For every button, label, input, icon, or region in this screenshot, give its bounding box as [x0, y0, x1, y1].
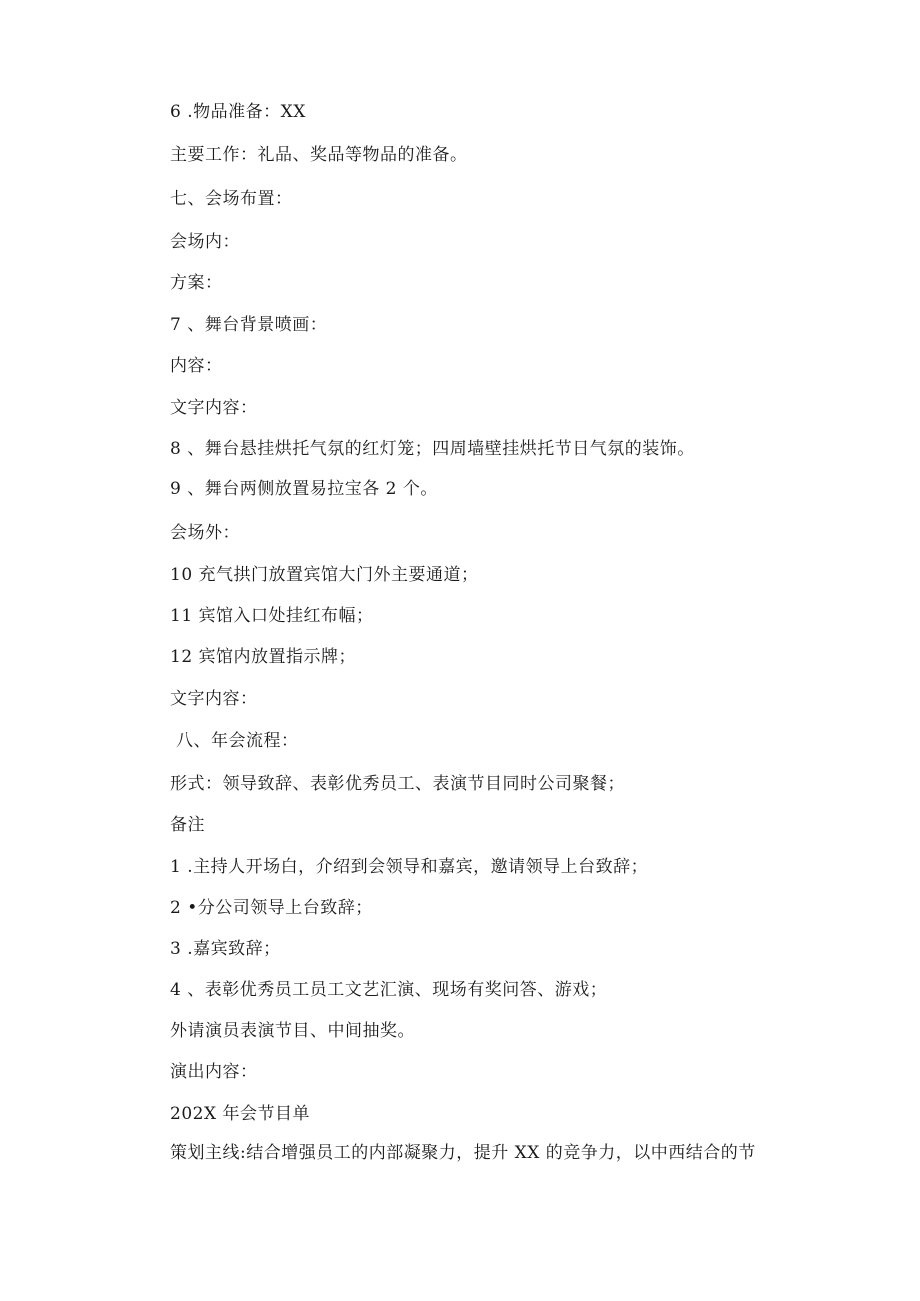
- text-line-text-content-2: 文字内容：: [170, 689, 258, 709]
- text-line-item-prep: 6 .物品准备：XX: [170, 102, 306, 122]
- text-line-venue-outside: 会场外：: [170, 523, 240, 543]
- text-line-remarks: 备注: [170, 815, 205, 835]
- text-line-content: 内容：: [170, 356, 223, 376]
- text-line-branch-leader-speech: 2 •分公司领导上台致辞；: [170, 898, 373, 918]
- text-line-external-performers: 外请演员表演节目、中间抽奖。: [170, 1021, 415, 1041]
- text-line-lanterns: 8 、舞台悬挂烘托气氛的红灯笼；四周墙壁挂烘托节日气氛的装饰。: [170, 439, 695, 459]
- section-heading-annual-meeting-flow: 八、年会流程：: [176, 731, 299, 751]
- text-line-plan: 方案：: [170, 273, 223, 293]
- section-heading-venue-layout: 七、会场布置：: [170, 189, 293, 209]
- text-line-planning-theme: 策划主线:结合增强员工的内部凝聚力，提升 XX 的竞争力，以中西结合的节: [170, 1143, 756, 1163]
- text-line-venue-inside: 会场内：: [170, 232, 240, 252]
- text-line-sign-boards: 12 宾馆内放置指示牌；: [170, 647, 357, 667]
- text-line-performance-content: 演出内容：: [170, 1062, 258, 1082]
- text-line-stage-backdrop: 7 、舞台背景喷画：: [170, 315, 328, 335]
- text-line-main-work: 主要工作：礼品、奖品等物品的准备。: [170, 145, 468, 165]
- text-line-red-banner: 11 宾馆入口处挂红布幅；: [170, 606, 374, 626]
- text-line-text-content-1: 文字内容：: [170, 398, 258, 418]
- text-line-guest-speech: 3 .嘉宾致辞；: [170, 939, 281, 959]
- text-line-commendation: 4 、表彰优秀员工员工文艺汇演、现场有奖问答、游戏；: [170, 980, 608, 1000]
- text-line-rollup-banners: 9 、舞台两侧放置易拉宝各 2 个。: [170, 479, 438, 499]
- text-line-host-opening: 1 .主持人开场白，介绍到会领导和嘉宾，邀请领导上台致辞；: [170, 857, 649, 877]
- text-line-program-list-title: 202X 年会节目单: [170, 1104, 310, 1124]
- text-line-inflatable-arch: 10 充气拱门放置宾馆大门外主要通道；: [170, 565, 479, 585]
- text-line-format: 形式：领导致辞、表彰优秀员工、表演节目同时公司聚餐；: [170, 774, 625, 794]
